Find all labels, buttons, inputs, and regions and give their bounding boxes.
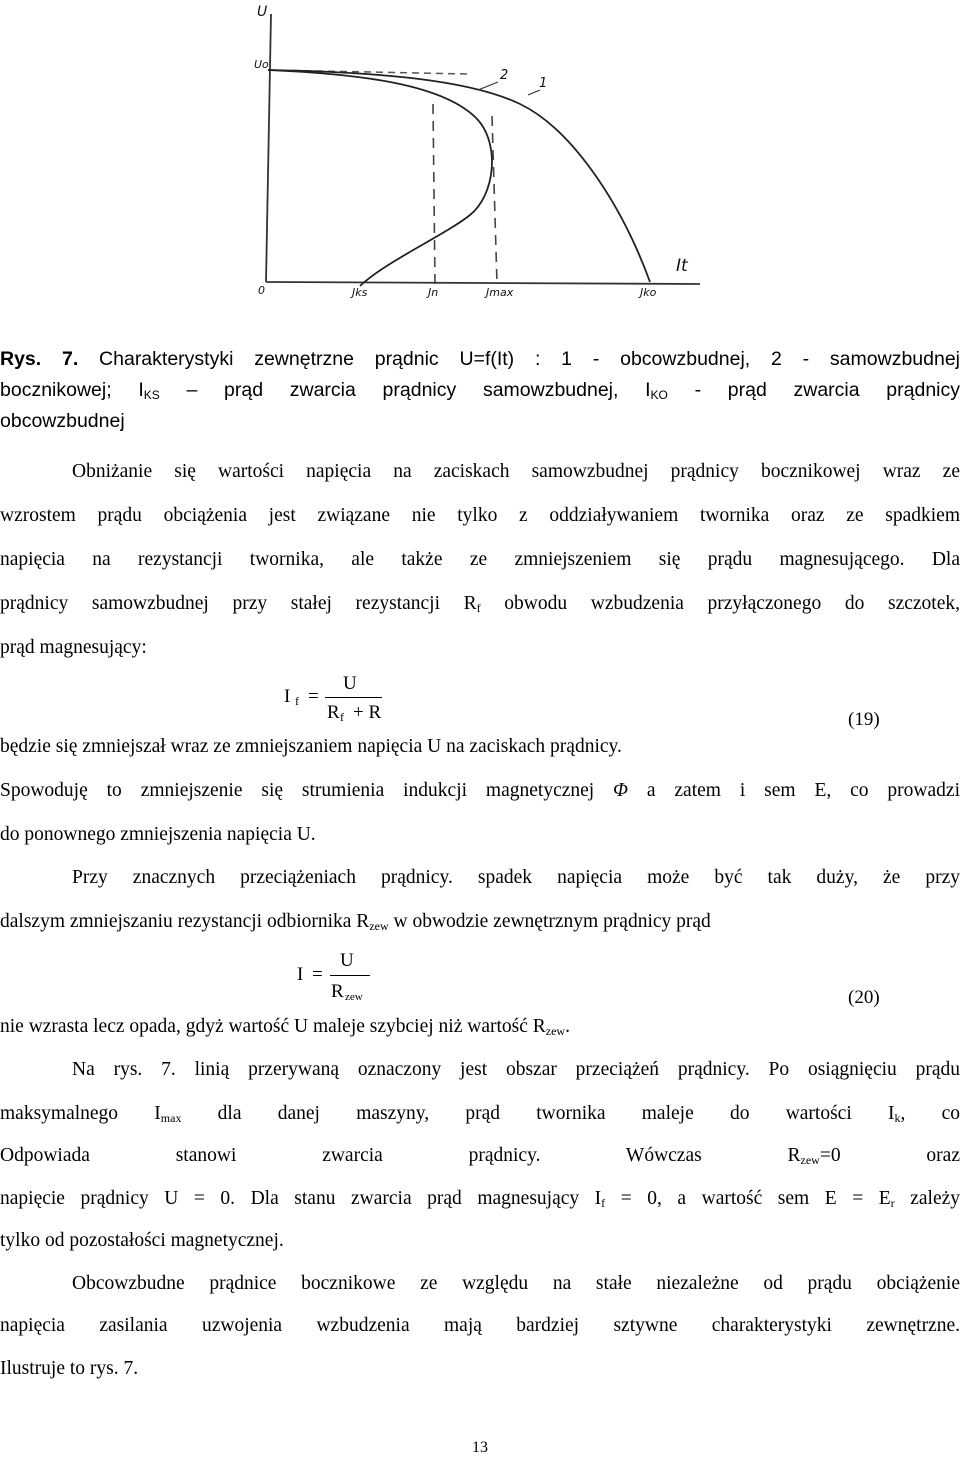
- paragraph-3-line2: do ponownego zmniejszenia napięcia U.: [0, 824, 316, 845]
- paragraph-6-line5: tylko od pozostałości magnetycznej.: [0, 1230, 284, 1251]
- eq20-number: (20): [848, 987, 880, 1008]
- paragraph-6-line3: Odpowiada stanowi zwarcia prądnicy. Wówczas $R_{zew}=0$ oraz: [0, 1145, 960, 1167]
- paragraph-4-line1: Przy znacznych przeciążeniach prądnicy. spadek napięcia może być tak duży, że przy: [72, 867, 960, 888]
- eq19-denominator-r: R: [327, 702, 340, 723]
- figure-caption-line3: obcowzbudnej: [0, 410, 125, 432]
- caption-title-text: Charakterystyki zewnętrzne prądnic U=f(It) : 1 - obcowzbudnej, 2 - samowzbudnej: [78, 348, 960, 370]
- paragraph-1-line1: Obniżanie się wartości napięcia na zaciskach samowzbudnej prądnicy bocznikowej wraz ze: [72, 461, 960, 482]
- curve-2-self-excited: [268, 70, 492, 286]
- paragraph-6-line1: Na rys. 7. linią przerywaną oznaczony jest obszar przeciążeń prądnicy. Po osiągnięciu prądu: [72, 1059, 960, 1080]
- paragraph-3-line1: Spowoduję to zmniejszenie się strumienia indukcji magnetycznej Φ a zatem i sem E, co prowadzi: [0, 780, 960, 801]
- page-number: 13: [472, 1439, 488, 1456]
- u-axis: [266, 14, 271, 282]
- eq19-numerator: U: [343, 673, 357, 694]
- origin-label: 0: [258, 284, 265, 297]
- paragraph-5-line1: nie wzrasta lecz opada, gdyż wartość U maleje szybciej niż wartość $R_{zew}$.: [0, 1016, 570, 1038]
- paragraph-7-line2: napięcia zasilania uzwojenia wzbudzenia mają bardziej sztywne charakterystyki zewnętrzne.: [0, 1315, 960, 1336]
- eq19-lhs-sub: f: [295, 694, 299, 708]
- paragraph-2-line1: będzie się zmniejszał wraz ze zmniejszaniem napięcia U na zaciskach prądnicy.: [0, 736, 622, 757]
- eq20-denominator-sub: zew: [345, 991, 363, 1003]
- eq19-denominator-sub: f: [340, 710, 344, 724]
- characteristics-plot: [0, 0, 960, 305]
- eq19-number: (19): [848, 709, 880, 730]
- jmax-dashed-line: [492, 116, 497, 284]
- it-axis: [266, 282, 700, 284]
- paragraph-1-line5: prąd magnesujący:: [0, 637, 147, 658]
- it-axis-label: It: [676, 256, 688, 276]
- paragraph-6-line2: maksymalnego $I_{max}$ dla danej maszyny, prąd twornika maleje do wartości $I_k$, co: [0, 1103, 960, 1125]
- eq20-lhs: I: [297, 964, 304, 985]
- paragraph-7-line1: Obcowzbudne prądnice bocznikowe ze względu na stałe niezależne od prądu obciążenie: [72, 1273, 960, 1294]
- figure-caption-line2: bocznikowej; $I_{KS}$ – prąd zwarcia prądnicy samowzbudnej, $I_{KO}$ - prąd zwarcia prądnicy: [0, 379, 960, 402]
- jn-dashed-line: [433, 104, 435, 284]
- eq20-denominator-r: R: [331, 981, 344, 1002]
- tick-in-label: Jn: [428, 286, 439, 299]
- eq19-lhs: I: [284, 686, 291, 707]
- tick-iks-label: Jks: [352, 286, 368, 299]
- eq20-numerator: U: [340, 950, 354, 971]
- paragraph-1-line2: wzrostem prądu obciążenia jest związane nie tylko z oddziaływaniem twornika oraz ze spadkiem: [0, 505, 960, 526]
- figure-caption-line1: [0, 347, 960, 371]
- eq19-denominator-plus-r: + R: [353, 702, 382, 723]
- paragraph-1-line3: napięcia na rezystancji twornika, ale także ze zmniejszeniem się prądu magnesującego. Dla: [0, 549, 960, 570]
- paragraph-1-line4: prądnicy samowzbudnej przy stałej rezystancji $R_f$ obwodu wzbudzenia przyłączonego do szczotek,: [0, 593, 960, 615]
- paragraph-7-line3: Ilustruje to rys. 7.: [0, 1358, 139, 1379]
- figure-external-characteristics: [0, 0, 960, 305]
- eq20-equals: =: [312, 964, 323, 985]
- eq20-fraction-bar: [330, 975, 370, 976]
- curve-1-label: 1: [539, 76, 548, 91]
- tick-iko-label: Jko: [640, 286, 657, 299]
- eq19-equals: =: [308, 686, 319, 707]
- tick-imax-label: Jmax: [486, 286, 514, 299]
- curve-1-separately-excited: [268, 70, 650, 282]
- u-axis-label: U: [257, 4, 268, 20]
- label-2-leader: [478, 82, 498, 90]
- paragraph-6-line4: napięcie prądnicy U = 0. Dla stanu zwarcia prąd magnesujący $I_f = 0$, a wartość sem $E = E_r$ zależy: [0, 1188, 960, 1210]
- caption-figure-ref: Rys. 7.: [0, 348, 79, 370]
- u0-label: Uo: [254, 58, 269, 71]
- curve-2-label: 2: [500, 68, 509, 83]
- paragraph-4-line2: dalszym zmniejszaniu rezystancji odbiornika $R_{zew}$ w obwodzie zewnętrznym prądnicy prąd: [0, 911, 711, 933]
- eq19-fraction-bar: [325, 697, 382, 698]
